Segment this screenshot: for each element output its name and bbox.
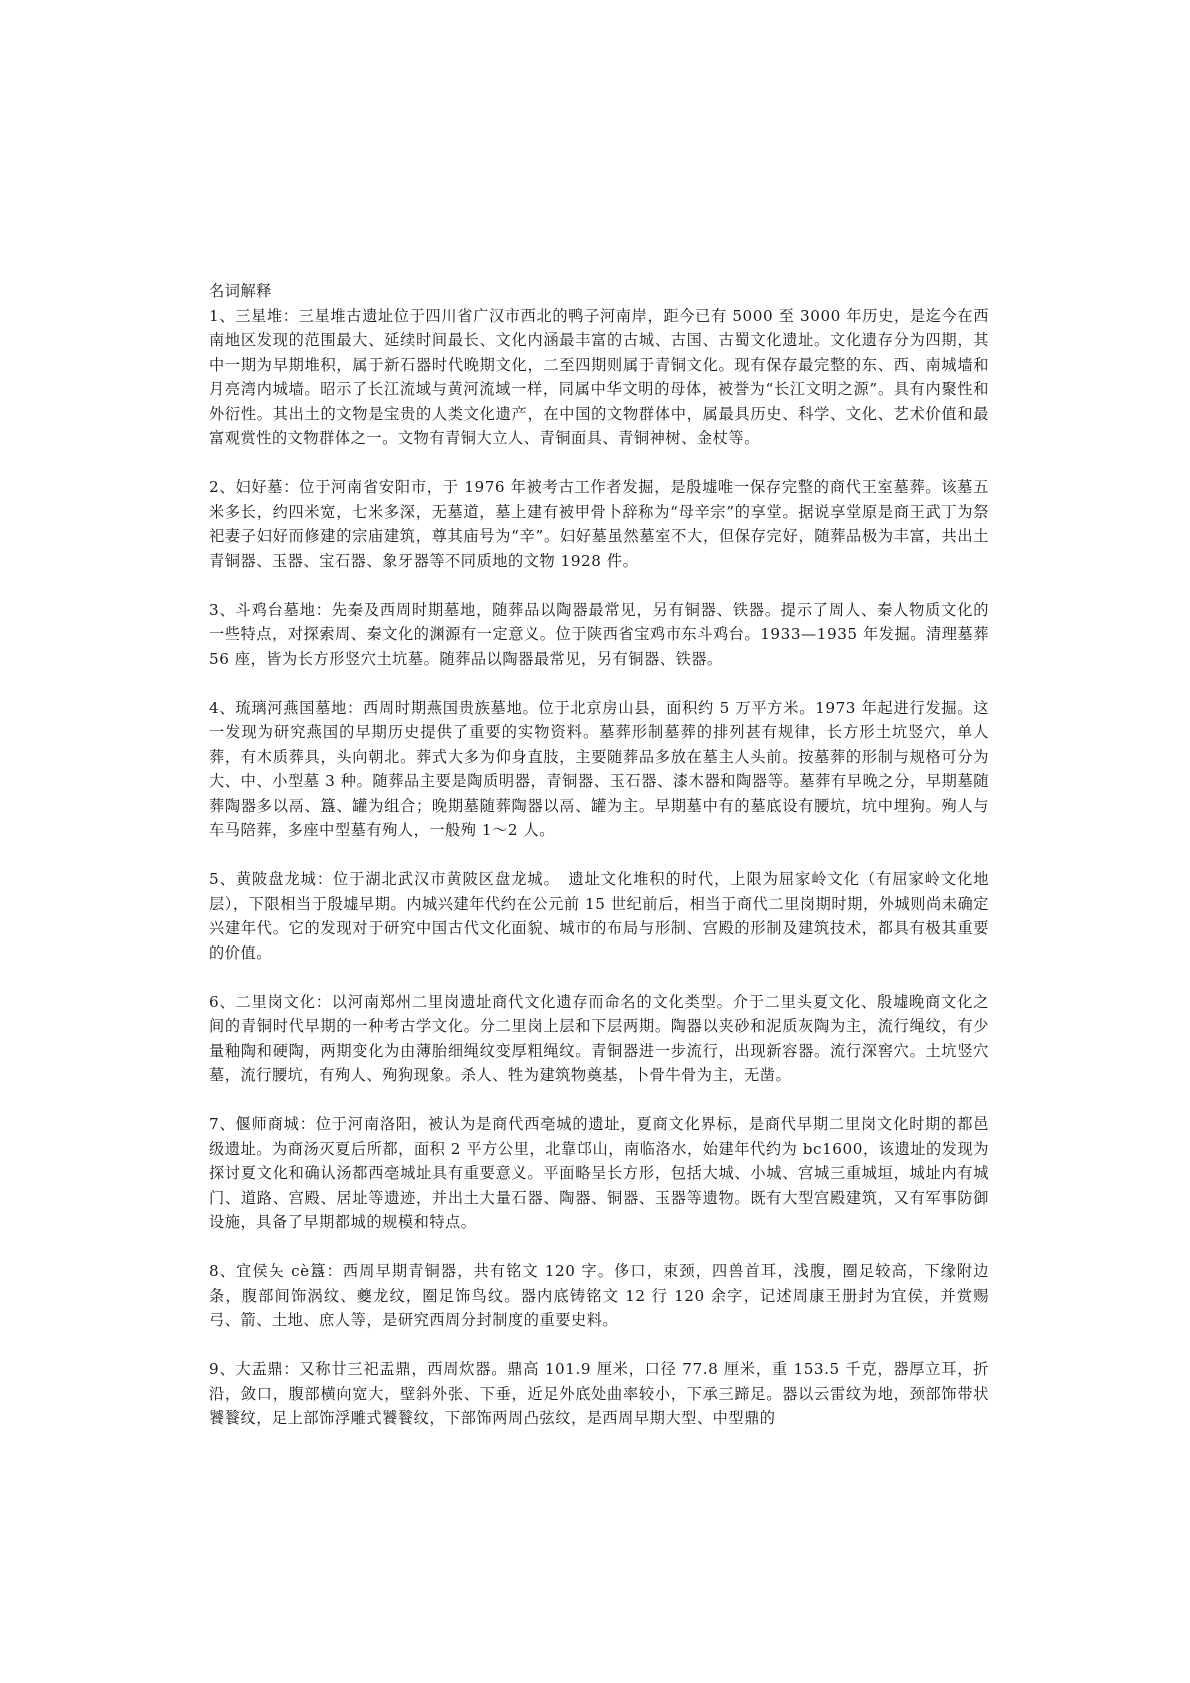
entry-da-yu-ding: 9、大盂鼎：又称廿三祀盂鼎，西周炊器。鼎高 101.9 厘米，口径 77.8 厘米，重 153.5 千克，器厚立耳，折沿，敛口，腹部横向宽大，壁斜外张、下垂，近足外底处曲率较小，下承三蹄足。器以云雷纹为地，颈部饰带状饕餮纹，足上部饰浮雕式饕餮纹，下部饰两周凸弦纹，是西周早期大型、中型鼎的 [209,1360,989,1427]
section-heading: 名词解释 [209,282,272,300]
entry-panlongcheng: 5、黄陂盘龙城：位于湖北武汉市黄陂区盘龙城。 遗址文化堆积的时代，上限为屈家岭文化（有屈家岭文化地层），下限相当于殷墟早期。内城兴建年代约在公元前 15 世纪前后，相当于商代二里岗期时期，外城则尚未确定兴建年代。它的发现对于研究中国古代文化面貌、城市的布局与形制、宫殿的形制及建筑技术，都具有极其重要的价值。 [209,870,989,962]
entry-doujitai-cemetery: 3、斗鸡台墓地：先秦及西周时期墓地，随葬品以陶器最常见，另有铜器、铁器。提示了周人、秦人物质文化的一些特点，对探索周、秦文化的渊源有一定意义。位于陕西省宝鸡市东斗鸡台。1933—1935 年发掘。清理墓葬 56 座，皆为长方形竖穴土坑墓。随葬品以陶器最常见，另有铜器、铁器。 [209,600,989,668]
entry-yanshi-shang-city: 7、偃师商城：位于河南洛阳，被认为是商代西亳城的遗址，夏商文化界标，是商代早期二里岗文化时期的都邑级遗址。为商汤灭夏后所都，面积 2 平方公里，北靠邙山，南临洛水，始建年代约为 bc1600，该遗址的发现为探讨夏文化和确认汤都西亳城址具有重要意义。平面略呈长方形，包括大城、小城、宫城三重城垣，城址内有城门、道路、宫殿、居址等遗迹，并出土大量石器、陶器、铜器、玉器等遗物。既有大型宫殿建筑，又有军事防御设施，具备了早期都城的规模和特点。 [209,1115,989,1231]
entry-yihou-ze-gui: 8、宜侯夨 cè簋：西周早期青铜器，共有铭文 120 字。侈口，束颈，四兽首耳，浅腹，圈足较高，下缘附边条，腹部间饰涡纹、夔龙纹，圈足饰鸟纹。器内底铸铭文 12 行 120 余字，记述周康王册封为宜侯，并赏赐弓、箭、土地、庶人等，是研究西周分封制度的重要史料。 [209,1262,989,1329]
entry-erligang-culture: 6、二里岗文化：以河南郑州二里岗遗址商代文化遗存而命名的文化类型。介于二里头夏文化、殷墟晚商文化之间的青铜时代早期的一种考古学文化。分二里岗上层和下层两期。陶器以夹砂和泥质灰陶为主，流行绳纹，有少量釉陶和硬陶，两期变化为由薄胎细绳纹变厚粗绳纹。青铜器进一步流行，出现新容器。流行深窖穴。土坑竖穴墓，流行腰坑，有殉人、殉狗现象。杀人、牲为建筑物奠基，卜骨牛骨为主，无凿。 [209,992,989,1084]
document-body [209,279,989,1431]
entry-liulihe-yan-cemetery: 4、琉璃河燕国墓地：西周时期燕国贵族墓地。位于北京房山县，面积约 5 万平方米。1973 年起进行发掘。这一发现为研究燕国的早期历史提供了重要的实物资料。墓葬形制墓葬的排列甚有规律，长方形土坑竖穴，单人葬，有木质葬具，头向朝北。葬式大多为仰身直肢，主要随葬品多放在墓主人头前。按墓葬的形制与规格可分为大、中、小型墓 3 种。随葬品主要是陶质明器，青铜器、玉石器、漆木器和陶器等。墓葬有早晚之分，早期墓随葬陶器多以鬲、簋、罐为组合；晚期墓随葬陶器以鬲、罐为主。早期墓中有的墓底设有腰坑，坑中埋狗。殉人与车马陪葬，多座中型墓有殉人，一般殉 1～2 人。 [209,698,989,839]
entry-fuhao-tomb: 2、妇好墓：位于河南省安阳市，于 1976 年被考古工作者发掘，是殷墟唯一保存完整的商代王室墓葬。该墓五米多长，约四米宽，七米多深，无墓道，墓上建有被甲骨卜辞称为“母辛宗”的享堂。据说享堂原是商王武丁为祭祀妻子妇好而修建的宗庙建筑，尊其庙号为“辛”。妇好墓虽然墓室不大，但保存完好，随葬品极为丰富，共出土青铜器、玉器、宝石器、象牙器等不同质地的文物 1928 件。 [209,478,989,570]
entry-sanxingdui: 1、三星堆：三星堆古遗址位于四川省广汉市西北的鸭子河南岸，距今已有 5000 至 3000 年历史，是迄今在西南地区发现的范围最大、延续时间最长、文化内涵最丰富的古城、古国、古蜀文化遗址。文化遗存分为四期，其中一期为早期堆积，属于新石器时代晚期文化，二至四期则属于青铜文化。现有保存最完整的东、西、南城墙和月亮湾内城墙。昭示了长江流域与黄河流域一样，同属中华文明的母体，被誉为“长江文明之源”。具有内聚性和外衍性。其出土的文物是宝贵的人类文化遗产，在中国的文物群体中，属最具历史、科学、文化、艺术价值和最富观赏性的文物群体之一。文物有青铜大立人、青铜面具、青铜神树、金杖等。 [209,306,989,447]
